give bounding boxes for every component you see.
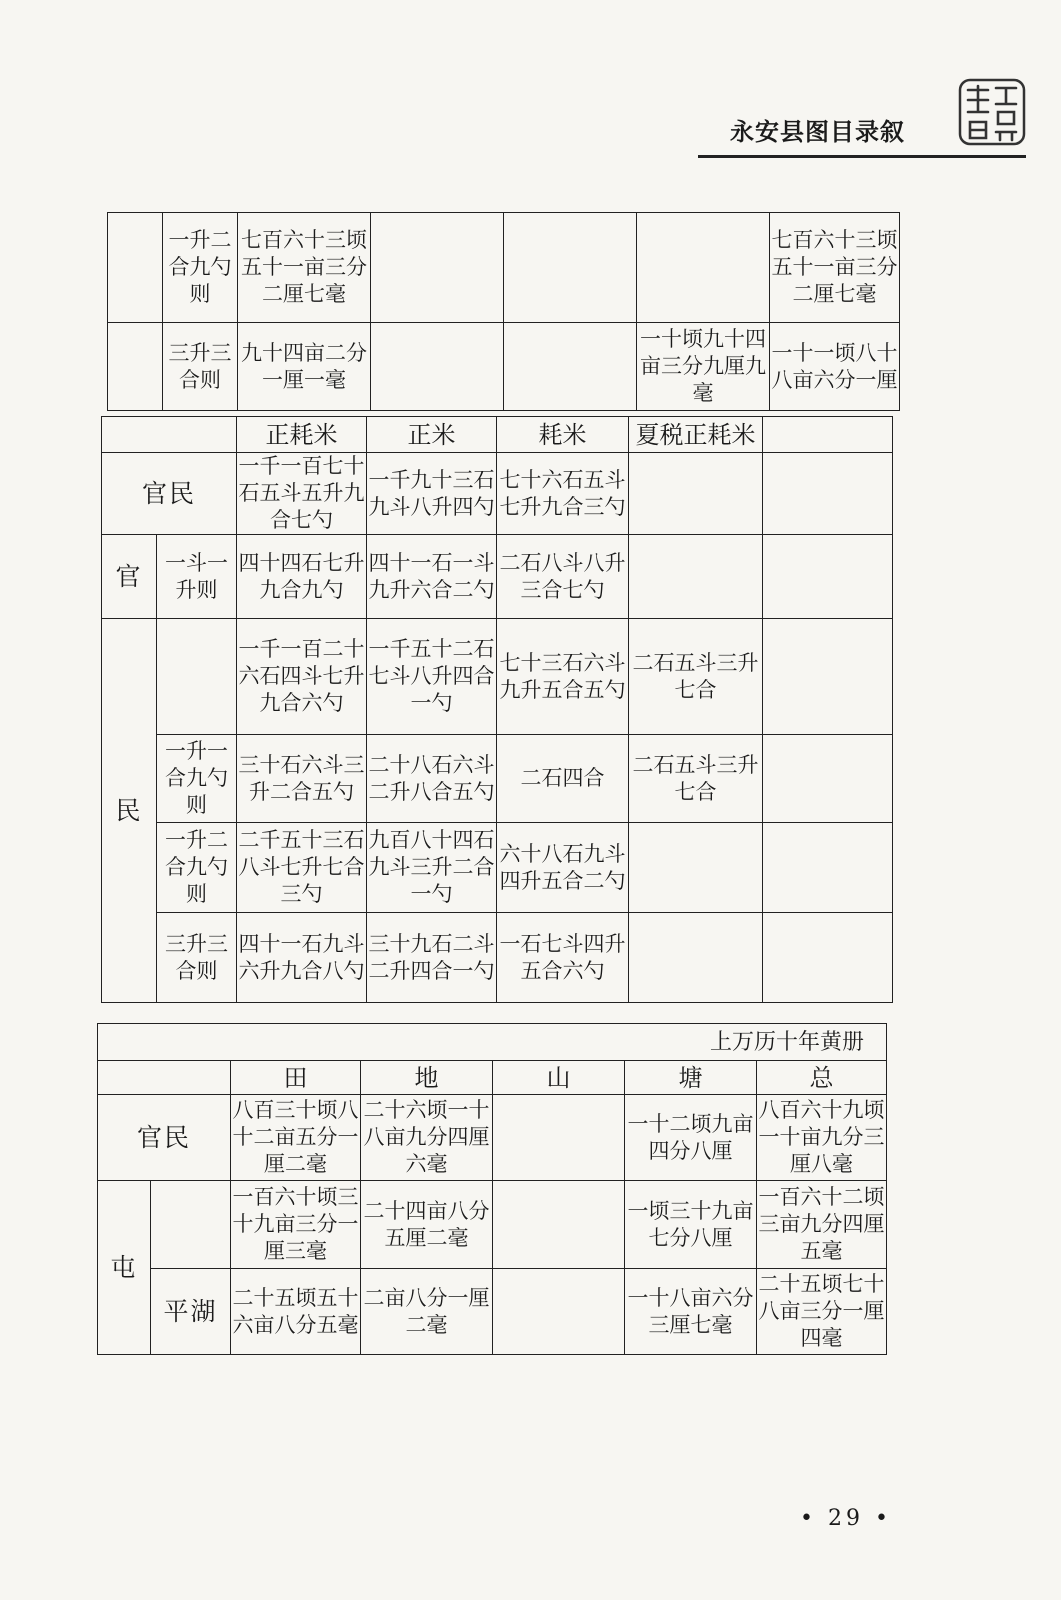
column-header: 正米 bbox=[367, 417, 497, 453]
table-cell: 八百三十顷八十二亩五分一厘二毫 bbox=[231, 1095, 361, 1181]
table-cell bbox=[504, 213, 637, 323]
tax-rule-cell: 一升二合九勺则 bbox=[157, 823, 237, 913]
table-cell bbox=[108, 213, 163, 323]
table-cell bbox=[763, 735, 893, 823]
table-cell bbox=[763, 823, 893, 913]
table-cell bbox=[504, 323, 637, 411]
table-cell bbox=[763, 913, 893, 1003]
table-cell bbox=[763, 535, 893, 619]
table-cell: 四十一石九斗六升九合八勺 bbox=[237, 913, 367, 1003]
category-label: 屯 bbox=[98, 1181, 151, 1355]
table-cell: 七十六石五斗七升九合三勺 bbox=[497, 453, 629, 535]
ledger-table-continuation bbox=[107, 212, 900, 411]
table-row bbox=[98, 1269, 887, 1355]
table-row bbox=[98, 1095, 887, 1181]
table-cell: 二十六顷一十八亩九分四厘六毫 bbox=[361, 1095, 493, 1181]
table-row bbox=[98, 1181, 887, 1269]
table-cell: 二石四合 bbox=[497, 735, 629, 823]
table-cell: 九百八十四石九斗三升二合一勺 bbox=[367, 823, 497, 913]
table-cell bbox=[629, 913, 763, 1003]
table-cell bbox=[371, 213, 504, 323]
table-cell: 六十八石九斗四升五合二勺 bbox=[497, 823, 629, 913]
rice-tax-table bbox=[101, 416, 893, 1003]
table-row bbox=[102, 913, 893, 1003]
table-cell bbox=[371, 323, 504, 411]
table-row bbox=[102, 823, 893, 913]
table-cell: 二十五顷五十六亩八分五毫 bbox=[231, 1269, 361, 1355]
column-header: 耗米 bbox=[497, 417, 629, 453]
table-cell: 一石七斗四升五合六勺 bbox=[497, 913, 629, 1003]
table-cell: 一千九十三石九斗八升四勺 bbox=[367, 453, 497, 535]
tax-rule-cell: 三升三合则 bbox=[163, 323, 238, 411]
table-row bbox=[102, 535, 893, 619]
table-cell bbox=[493, 1095, 625, 1181]
table-cell: 三十九石二斗二升四合一勺 bbox=[367, 913, 497, 1003]
table-cell bbox=[763, 453, 893, 535]
land-register-table bbox=[97, 1023, 887, 1355]
category-label: 官民 bbox=[98, 1095, 231, 1181]
tax-rule-cell: 一升一合九勺则 bbox=[157, 735, 237, 823]
running-header-title: 永安县图目录叙 bbox=[730, 118, 905, 146]
column-header: 总 bbox=[757, 1061, 887, 1095]
column-header: 地 bbox=[361, 1061, 493, 1095]
table-cell: 一百六十二顷三亩九分四厘五毫 bbox=[757, 1181, 887, 1269]
table-caption-row bbox=[98, 1024, 887, 1061]
sub-category-label: 平湖 bbox=[151, 1269, 231, 1355]
table-cell bbox=[637, 213, 770, 323]
table-cell: 二十四亩八分五厘二毫 bbox=[361, 1181, 493, 1269]
table-cell: 一十二顷九亩四分八厘 bbox=[625, 1095, 757, 1181]
table-cell bbox=[763, 619, 893, 735]
tax-rule-cell: 三升三合则 bbox=[157, 913, 237, 1003]
column-header: 正耗米 bbox=[237, 417, 367, 453]
table-cell: 二千五十三石八斗七升七合三勺 bbox=[237, 823, 367, 913]
tax-rule-cell bbox=[157, 619, 237, 735]
table-cell: 一千一百七十石五斗五升九合七勺 bbox=[237, 453, 367, 535]
table-row bbox=[102, 453, 893, 535]
table-cell: 三十石六斗三升二合五勺 bbox=[237, 735, 367, 823]
table-cell bbox=[629, 823, 763, 913]
table-cell bbox=[108, 323, 163, 411]
table-cell: 一顷三十九亩七分八厘 bbox=[625, 1181, 757, 1269]
table-cell: 二石五斗三升七合 bbox=[629, 619, 763, 735]
table-cell: 七十三石六斗九升五合五勺 bbox=[497, 619, 629, 735]
table-cell: 八百六十九顷一十亩九分三厘八毫 bbox=[757, 1095, 887, 1181]
table-cell bbox=[493, 1181, 625, 1269]
table-cell: 一千五十二石七斗八升四合一勺 bbox=[367, 619, 497, 735]
table-cell: 七百六十三顷五十一亩三分二厘七毫 bbox=[238, 213, 371, 323]
column-header: 田 bbox=[231, 1061, 361, 1095]
tax-rule-cell: 一斗一升则 bbox=[157, 535, 237, 619]
table-cell: 七百六十三顷五十一亩三分二厘七毫 bbox=[770, 213, 900, 323]
table-cell: 九十四亩二分一厘一毫 bbox=[238, 323, 371, 411]
page-number: • 29 • bbox=[800, 1506, 892, 1531]
table-cell bbox=[629, 535, 763, 619]
header-blank-cell bbox=[98, 1061, 231, 1095]
column-header: 夏税正耗米 bbox=[629, 417, 763, 453]
tax-rule-cell bbox=[151, 1181, 231, 1269]
tax-rule-cell: 一升二合九勺则 bbox=[163, 213, 238, 323]
category-label: 官 bbox=[102, 535, 157, 619]
seal-stamp-icon bbox=[958, 78, 1026, 146]
table-cell bbox=[629, 453, 763, 535]
table-header-row bbox=[102, 417, 893, 453]
table-cell: 一十一顷八十八亩六分一厘 bbox=[770, 323, 900, 411]
table-row bbox=[108, 213, 900, 323]
table-row bbox=[102, 735, 893, 823]
header-rule bbox=[698, 155, 1026, 158]
table-cell: 二十五顷七十八亩三分一厘四毫 bbox=[757, 1269, 887, 1355]
table-cell: 一千一百二十六石四斗七升九合六勺 bbox=[237, 619, 367, 735]
category-label: 民 bbox=[102, 619, 157, 1003]
table-cell bbox=[493, 1269, 625, 1355]
table-cell: 二石八斗八升三合七勺 bbox=[497, 535, 629, 619]
table-row bbox=[108, 323, 900, 411]
table-header-row bbox=[98, 1061, 887, 1095]
table-cell: 四十四石七升九合九勺 bbox=[237, 535, 367, 619]
header-blank-cell bbox=[763, 417, 893, 453]
table-row bbox=[102, 619, 893, 735]
column-header: 塘 bbox=[625, 1061, 757, 1095]
register-caption: 上万历十年黄册 bbox=[98, 1024, 887, 1061]
table-cell: 一百六十顷三十九亩三分一厘三毫 bbox=[231, 1181, 361, 1269]
column-header: 山 bbox=[493, 1061, 625, 1095]
table-cell: 二十八石六斗二升八合五勺 bbox=[367, 735, 497, 823]
category-label: 官民 bbox=[102, 453, 237, 535]
table-cell: 二亩八分一厘二毫 bbox=[361, 1269, 493, 1355]
table-cell: 二石五斗三升七合 bbox=[629, 735, 763, 823]
table-cell: 一十八亩六分三厘七毫 bbox=[625, 1269, 757, 1355]
table-cell: 一十顷九十四亩三分九厘九毫 bbox=[637, 323, 770, 411]
table-cell: 四十一石一斗九升六合二勺 bbox=[367, 535, 497, 619]
header-blank-cell bbox=[102, 417, 237, 453]
